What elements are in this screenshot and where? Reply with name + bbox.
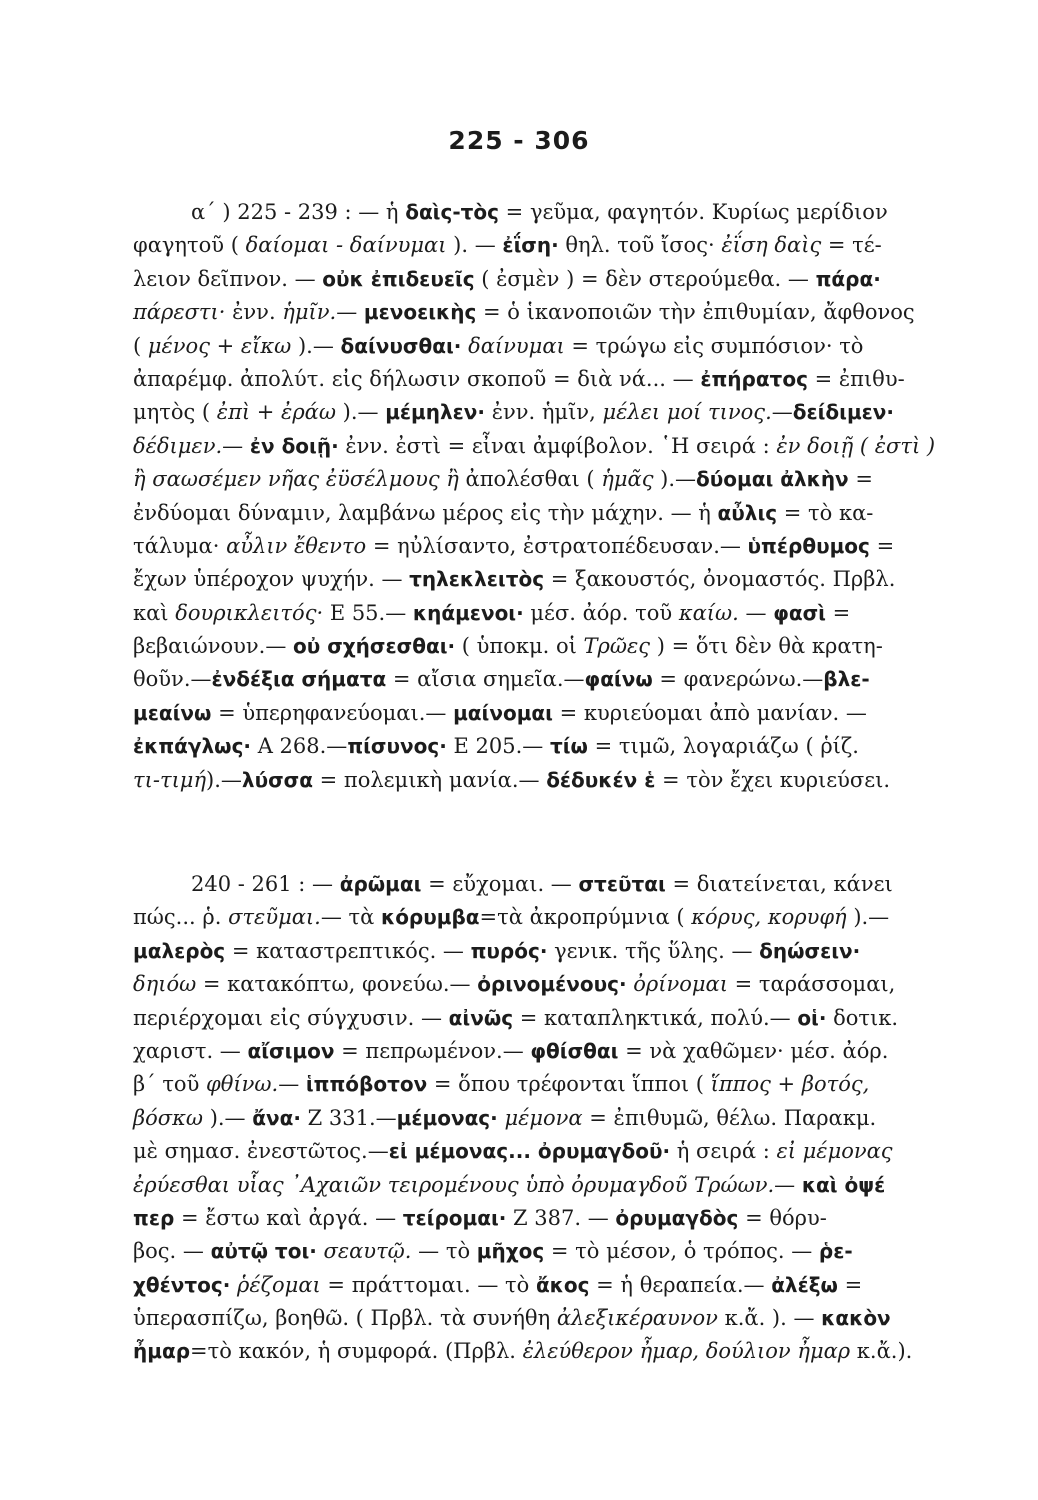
gloss-text: —: [774, 1172, 802, 1197]
headword: ἐΐση·: [502, 233, 559, 258]
gloss-text: β΄ τοῦ: [133, 1072, 207, 1097]
italic-citation: ἐλεύθερον ἦμαρ, δούλιον ἦμαρ: [522, 1339, 851, 1364]
text-line: [133, 530, 985, 563]
headword: ὀρινομένους·: [477, 972, 627, 997]
headword: δείδιμεν·: [792, 400, 895, 425]
glossary-section-225-239: [133, 196, 985, 797]
gloss-text: Ε 55.—: [323, 600, 413, 625]
italic-citation: ἐπὶ + ἐράω: [216, 400, 336, 425]
headword: τηλεκλειτὸς: [409, 567, 545, 592]
gloss-text: γενικ. τῆς ὕλης. —: [547, 938, 760, 963]
headword: καὶ ὀψέ: [801, 1172, 886, 1197]
gloss-text: ἐνν. ἐστὶ = εἶναι ἀμφίβολον. ῾Η σειρά :: [338, 433, 777, 458]
gloss-text: = ξακουστός, ὀνομαστός. Πρβλ.: [544, 567, 896, 592]
italic-citation: ἡμῖν.: [282, 300, 337, 325]
headword: τίω: [549, 734, 588, 759]
text-line: [133, 1235, 985, 1268]
italic-citation: μένος + εἴκω: [147, 333, 292, 358]
headword: ὀρυμαγδὸς: [615, 1205, 739, 1230]
headword: ἄνα·: [252, 1105, 301, 1130]
gloss-text: κ.ἄ.).: [850, 1339, 913, 1364]
italic-citation: στεῦμαι.: [228, 905, 321, 930]
italic-citation: Τρῶες: [583, 634, 651, 659]
gloss-text: —: [336, 300, 364, 325]
gloss-text: = κυριεύομαι ἀπὸ μανίαν. —: [552, 700, 867, 725]
italic-citation: μέλει μοί τινος.: [602, 400, 772, 425]
gloss-text: — τὰ: [320, 905, 381, 930]
headword: δηώσειν·: [759, 938, 861, 963]
text-line: [133, 868, 985, 901]
gloss-text: = ἐπιθυ-: [807, 366, 905, 391]
text-line: [133, 764, 985, 797]
gloss-text: ( ἐσμὲν ) = δὲν στερούμεθα. —: [474, 266, 816, 291]
gloss-text: μητὸς (: [133, 400, 217, 425]
text-line: [133, 396, 985, 429]
gloss-text: Ζ 331.—: [300, 1105, 397, 1130]
gloss-text: ).—: [335, 400, 386, 425]
italic-citation: δαίνυμαι: [468, 333, 565, 358]
headword: εἰ μέμονας... ὀρυμαγδοῦ·: [388, 1139, 671, 1164]
gloss-text: μέσ. ἀόρ. τοῦ: [523, 600, 679, 625]
headword: μαίνομαι: [453, 700, 553, 725]
gloss-text: =: [837, 1272, 863, 1297]
headword: δέδυκέν ἑ: [546, 767, 656, 792]
gloss-text: ἐνν.: [225, 300, 283, 325]
gloss-text: = πολεμικὴ μανία.—: [312, 767, 547, 792]
gloss-text: = πράττομαι. — τὸ: [320, 1272, 536, 1297]
gloss-text: θηλ. τοῦ ἴσος·: [558, 233, 722, 258]
gloss-text: —: [771, 400, 793, 425]
headword: κακὸν: [821, 1306, 891, 1331]
gloss-text: = καταπληκτικά, πολύ.—: [513, 1005, 798, 1030]
text-line: [133, 597, 985, 630]
text-line: [133, 935, 985, 968]
text-line: [133, 697, 985, 730]
gloss-text: = τέ-: [821, 233, 882, 258]
gloss-text: ἀπαρέμφ. ἀπολύτ. εἰς δήλωσιν σκοποῦ = διὰ νά... —: [133, 366, 701, 391]
headword: αὐτῷ τοι·: [210, 1239, 317, 1264]
gloss-text: ( ὑποκμ. οἱ: [455, 634, 584, 659]
italic-citation: ἐν δοιῇ ( ἐστὶ ): [776, 433, 936, 458]
text-line: [133, 630, 985, 663]
gloss-text: = ἡ θεραπεία.—: [589, 1272, 772, 1297]
gloss-text: = τὸν ἔχει κυριεύσει.: [655, 767, 891, 792]
gloss-text: = κατακόπτω, φονεύω.—: [196, 972, 478, 997]
italic-citation: πάρεστι·: [133, 300, 226, 325]
headword: ῥε-: [818, 1239, 853, 1264]
headword: μέμονας·: [396, 1105, 498, 1130]
gloss-text: κ.ἄ. ). —: [717, 1306, 822, 1331]
gloss-text: = ταράσσομαι,: [727, 972, 896, 997]
text-line: [133, 497, 985, 530]
headword: ἐνδέξια σήματα: [211, 667, 387, 692]
italic-citation: δηιόω: [133, 972, 197, 997]
headword: φασὶ: [773, 600, 826, 625]
gloss-text: =: [848, 467, 873, 492]
headword: κόρυμβα: [380, 905, 480, 930]
headword: μαλερὸς: [133, 938, 226, 963]
gloss-text: ). —: [446, 233, 503, 258]
gloss-text: ).—: [203, 1105, 253, 1130]
gloss-text: = θόρυ-: [738, 1205, 827, 1230]
italic-citation: ὀρίνομαι: [633, 972, 728, 997]
gloss-text: —: [222, 433, 250, 458]
italic-citation: ἵππος + βοτός,: [710, 1072, 870, 1097]
glossary-section-240-261: [133, 868, 985, 1369]
gloss-text: ὑπερασπίζω, βοηθῶ. ( Πρβλ. τὰ συνήθη: [133, 1306, 557, 1331]
gloss-text: (: [133, 333, 148, 358]
headword: ἀρῶμαι: [339, 872, 422, 896]
headword: μέμηλεν·: [385, 400, 486, 425]
gloss-text: = ὑπερηφανεύομαι.—: [211, 700, 454, 725]
text-line: [133, 430, 985, 463]
headword: δύομαι ἀλκὴν: [696, 467, 849, 492]
text-line: [133, 1002, 985, 1035]
gloss-text: βος. —: [133, 1239, 211, 1264]
gloss-text: =: [869, 533, 895, 558]
headword: ἱππόβοτον: [305, 1072, 428, 1097]
italic-citation: ἀλεξικέραυνον: [556, 1306, 718, 1331]
italic-citation: ἐρύεσθαι υἷας ᾿Αχαιῶν τειρομένους ὑπὸ ὀρυμαγδοῦ Τρώων.: [133, 1172, 775, 1197]
gloss-text: = τὸ μέσον, ὁ τρόπος. —: [544, 1239, 819, 1264]
gloss-text: ).—: [291, 333, 341, 358]
headword: φαίνω: [584, 667, 653, 692]
gloss-text: = ὁ ἱκανοποιῶν τὴν ἐπιθυμίαν, ἄφθονος: [476, 300, 915, 325]
headword: λύσσα: [241, 767, 313, 792]
gloss-text: ἀπολέσθαι (: [458, 467, 602, 492]
gloss-text: Α 268.—: [251, 734, 348, 759]
text-line: [133, 730, 985, 763]
gloss-text: α΄ ) 225 - 239 : — ἡ: [191, 200, 406, 224]
headword: χθέντος·: [133, 1272, 231, 1297]
text-line: [133, 296, 985, 329]
headword: οὐκ ἐπιδευεῖς: [322, 266, 475, 291]
headword: οἱ·: [797, 1005, 827, 1030]
gloss-text: Ζ 387. —: [506, 1205, 616, 1230]
italic-citation: δέδιμεν.: [133, 433, 223, 458]
italic-citation: σεαυτῷ.: [323, 1239, 412, 1264]
italic-citation: ἡμᾶς: [601, 467, 654, 492]
gloss-text: = ἐπιθυμῶ, θέλω. Παρακμ.: [582, 1105, 877, 1130]
text-line: [133, 1169, 985, 1202]
text-line: [133, 1135, 985, 1168]
gloss-text: χαριστ. —: [133, 1038, 248, 1063]
text-line: [133, 1068, 985, 1101]
gloss-text: = ηὐλίσαντο, ἐστρατοπέδευσαν.—: [366, 533, 748, 558]
gloss-text: = πεπρωμένον.—: [334, 1038, 531, 1063]
gloss-text: ).—: [846, 905, 890, 930]
gloss-text: — τὸ: [411, 1239, 477, 1264]
text-line: [133, 1335, 985, 1368]
text-line: [133, 1202, 985, 1235]
gloss-text: = καταστρεπτικός. —: [225, 938, 471, 963]
text-line: [133, 563, 985, 596]
headword: οὐ σχήσεσθαι·: [293, 634, 456, 659]
text-line: [133, 901, 985, 934]
headword: μενοεικὴς: [363, 300, 477, 325]
headword: αἰνῶς: [448, 1005, 514, 1030]
gloss-text: δοτικ.: [826, 1005, 899, 1030]
gloss-text: περιέρχομαι εἰς σύγχυσιν. —: [133, 1005, 449, 1030]
text-line: [133, 968, 985, 1001]
headword: αὖλις: [717, 500, 778, 525]
headword: ἐν δοιῇ·: [249, 433, 339, 458]
gloss-text: ) = ὅτι δὲν θὰ κρατη-: [650, 634, 883, 659]
headword: τείρομαι·: [402, 1205, 507, 1230]
headword: δαίνυσθαι·: [340, 333, 462, 358]
headword: πίσυνος·: [347, 734, 447, 759]
gloss-text: = ὅπου τρέφονται ἵπποι (: [427, 1072, 711, 1097]
text-line: [133, 330, 985, 363]
gloss-text: μὲ σημασ. ἐνεστῶτος.—: [133, 1139, 389, 1164]
text-line: [133, 363, 985, 396]
headword: ἄκος: [535, 1272, 590, 1297]
italic-citation: καίω.: [678, 600, 739, 625]
gloss-text: = εὔχομαι. —: [421, 872, 579, 896]
gloss-text: = διατείνεται, κάνει: [665, 872, 893, 896]
headword: μεαίνω: [133, 700, 212, 725]
headword: βλε-: [823, 667, 870, 692]
headword: πυρός·: [470, 938, 548, 963]
headword: ἐκπάγλως·: [133, 734, 252, 759]
headword: αἴσιμον: [247, 1038, 335, 1063]
gloss-text: λειον δεῖπνον. —: [133, 266, 323, 291]
italic-citation: βόσκω: [133, 1105, 204, 1130]
italic-citation: ἐΐση δαὶς: [721, 233, 822, 258]
headword: φθίσθαι: [530, 1038, 619, 1063]
gloss-text: 240 - 261 : —: [191, 872, 340, 896]
text-line: [133, 1102, 985, 1135]
gloss-text: = γεῦμα, φαγητόν. Κυρίως μερίδιον: [499, 200, 888, 224]
gloss-text: Ε 205.—: [446, 734, 550, 759]
italic-citation: μέμονα: [504, 1105, 583, 1130]
italic-citation: φθίνω.: [206, 1072, 279, 1097]
text-line: [133, 229, 985, 262]
headword: κηάμενοι·: [412, 600, 524, 625]
gloss-text: —: [738, 600, 774, 625]
italic-citation: δουρικλειτός·: [175, 600, 324, 625]
gloss-text: φαγητοῦ (: [133, 233, 246, 258]
gloss-text: = τὸ κα-: [777, 500, 874, 525]
gloss-text: πώς... ῥ.: [133, 905, 229, 930]
gloss-text: ἐνδύομαι δύναμιν, λαμβάνω μέρος εἰς τὴν μάχην. — ἡ: [133, 500, 718, 525]
headword: ὑπέρθυμος: [747, 533, 870, 558]
text-line: [133, 1302, 985, 1335]
text-line: [133, 1035, 985, 1068]
gloss-text: βεβαιώνουν.—: [133, 634, 293, 659]
gloss-text: ἐνν. ἡμῖν,: [485, 400, 603, 425]
gloss-text: = τρώγω εἰς συμπόσιον· τὸ: [564, 333, 864, 358]
gloss-text: =τὰ ἀκροπρύμνια (: [479, 905, 692, 930]
italic-citation: ῥέζομαι: [237, 1272, 321, 1297]
headword: ἦμαρ: [133, 1339, 191, 1364]
gloss-text: καὶ: [133, 600, 176, 625]
gloss-text: —: [278, 1072, 306, 1097]
headword: δαὶς-τὸς: [405, 200, 499, 224]
italic-citation: τι-τιμή: [133, 767, 207, 792]
headword: μῆχος: [476, 1239, 545, 1264]
text-line: [133, 263, 985, 296]
gloss-text: = νὰ χαθῶμεν· μέσ. ἀόρ.: [618, 1038, 889, 1063]
text-line: [133, 196, 985, 229]
gloss-text: = ἔστω καὶ ἀργά. —: [174, 1205, 403, 1230]
gloss-text: τάλυμα·: [133, 533, 227, 558]
headword: περ: [133, 1205, 175, 1230]
headword: πάρα·: [815, 266, 881, 291]
text-line: [133, 1269, 985, 1302]
gloss-text: =: [825, 600, 851, 625]
page-heading: 225 - 306: [448, 126, 590, 155]
italic-citation: αὖλιν ἔθεντο: [226, 533, 367, 558]
text-line: [133, 663, 985, 696]
gloss-text: = τιμῶ, λογαριάζω ( ῥίζ.: [587, 734, 859, 759]
italic-citation: ἢ σαωσέμεν νῆας ἐϋσέλμους ἢ: [133, 467, 459, 492]
gloss-text: [317, 1239, 324, 1263]
gloss-text: ).—: [653, 467, 697, 492]
headword: στεῦται: [578, 872, 666, 896]
italic-citation: κόρυς, κορυφή: [691, 905, 847, 930]
italic-citation: εἰ μέμονας: [776, 1139, 893, 1164]
headword: ἀλέξω: [771, 1272, 838, 1297]
gloss-text: ).—: [206, 767, 242, 792]
gloss-text: = αἴσια σημεῖα.—: [386, 667, 585, 692]
italic-citation: δαίομαι - δαίνυμαι: [245, 233, 447, 258]
headword: ἐπήρατος: [700, 366, 808, 391]
gloss-text: ἔχων ὑπέροχον ψυχήν. —: [133, 567, 410, 592]
gloss-text: ἡ σειρά :: [670, 1139, 777, 1164]
gloss-text: = φανερώνω.—: [652, 667, 824, 692]
gloss-text: =τὸ κακόν, ἡ συμφορά. (Πρβλ.: [190, 1339, 523, 1364]
gloss-text: θοῦν.—: [133, 667, 212, 692]
text-line: [133, 463, 985, 496]
